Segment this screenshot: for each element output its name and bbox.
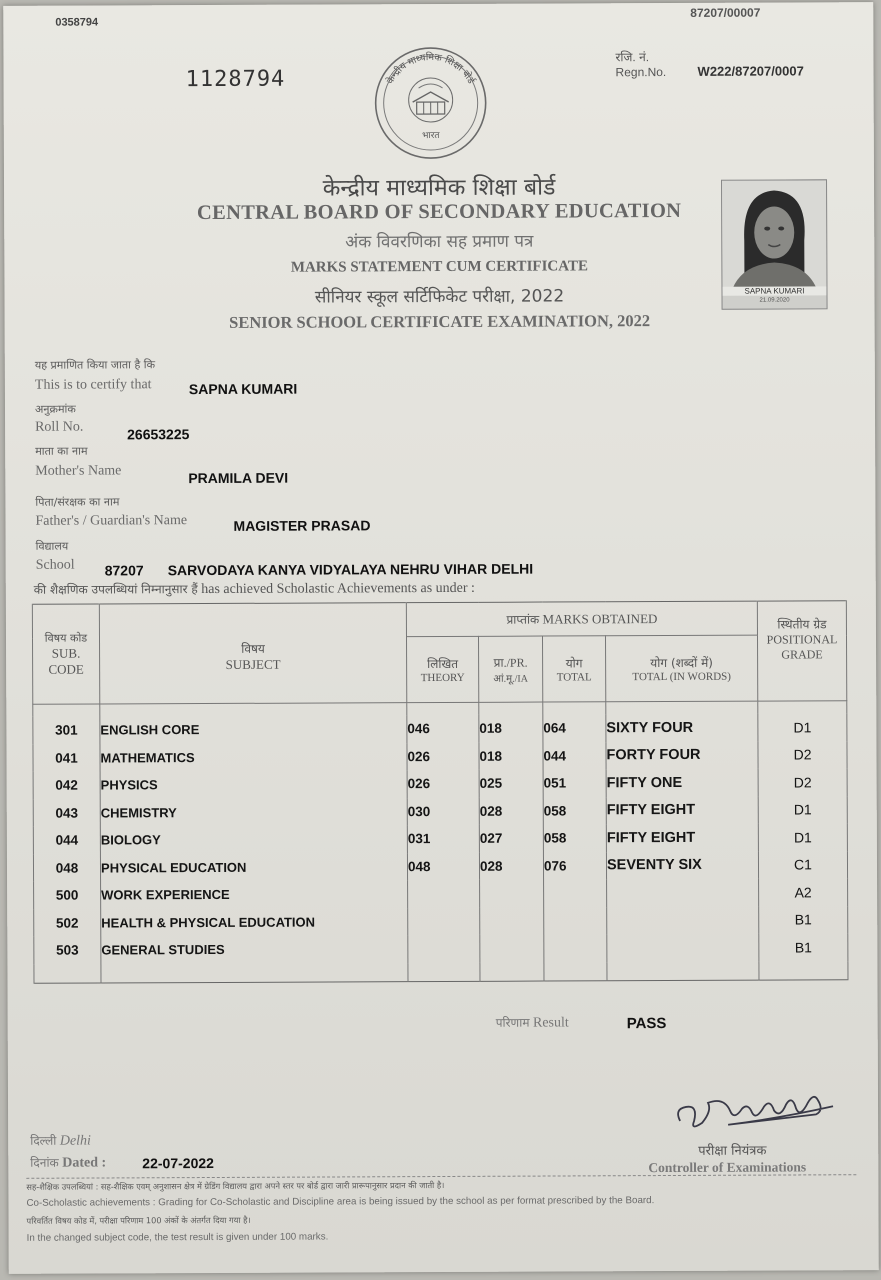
- result-label-hindi: परिणाम: [495, 1015, 530, 1030]
- footnote-4: In the changed subject code, the test result is given under 100 marks.: [26, 1231, 329, 1244]
- subject-code-cell: 500: [34, 881, 101, 909]
- theory-marks-cell: [408, 907, 480, 935]
- subject-code-cell: 044: [33, 826, 100, 854]
- school-name: SARVODAYA KANYA VIDYALAYA NEHRU VIHAR DELHI: [167, 560, 534, 579]
- roll-number: 26653225: [127, 426, 190, 443]
- header-words-en: TOTAL (IN WORDS): [632, 670, 731, 684]
- theory-marks-cell: [408, 880, 480, 908]
- total-in-words-cell: SEVENTY SIX: [606, 851, 758, 879]
- practical-marks-cell: 028: [479, 797, 543, 825]
- regn-number: W222/87207/0007: [697, 63, 804, 79]
- header-prac-en: आं.मू./IA: [493, 673, 528, 685]
- total-in-words-cell: FIFTY ONE: [606, 769, 758, 797]
- positional-grade-cell: D2: [758, 768, 847, 796]
- total-in-words-cell: [607, 879, 759, 907]
- certify-label-hindi: यह प्रमाणित किया जाता है कि: [34, 358, 156, 372]
- table-row: [33, 796, 847, 827]
- certify-label: This is to certify that: [34, 377, 152, 393]
- header-practical: [478, 636, 542, 702]
- practical-marks-cell: [480, 880, 544, 908]
- statement-title-hindi: अंक विवरणिका सह प्रमाण पत्र: [345, 231, 534, 253]
- footnote-2: Co-Scholastic achievements : Grading for Co-Scholastic and Discipline area is being issued by the school as per format prescribed by the Board.: [26, 1195, 655, 1209]
- header-grade-hi: स्थितीय ग्रेड: [777, 617, 827, 632]
- controller-signature: [668, 1080, 838, 1141]
- achievements-label-hindi: की शैक्षणिक उपलब्धियां निम्नानुसार हैं: [33, 582, 198, 597]
- subject-name-cell: WORK EXPERIENCE: [101, 880, 408, 909]
- roll-label-hindi: अनुक्रमांक: [34, 402, 76, 416]
- table-row: [34, 878, 848, 909]
- table-filler-row: [34, 961, 848, 983]
- place-english: Delhi: [59, 1133, 91, 1149]
- school-label: School: [35, 557, 75, 573]
- practical-marks-cell: 025: [479, 770, 543, 798]
- practical-marks-cell: 018: [479, 715, 543, 743]
- total-marks-cell: 076: [543, 852, 606, 880]
- positional-grade-cell: C1: [758, 851, 847, 879]
- father-name: MAGISTER PRASAD: [233, 517, 371, 534]
- school-code: 87207: [104, 562, 144, 579]
- achievements-label: has achieved Scholastic Achievements as under :: [201, 580, 475, 598]
- total-marks-cell: [544, 907, 607, 935]
- marks-table-body: [33, 701, 848, 983]
- seal-country: भारत: [422, 131, 440, 142]
- header-theory-hi: लिखित: [427, 656, 459, 672]
- mother-name: PRAMILA DEVI: [188, 469, 289, 487]
- theory-marks-cell: 048: [407, 852, 479, 880]
- total-in-words-cell: FIFTY EIGHT: [606, 796, 758, 824]
- subject-name-cell: BIOLOGY: [100, 825, 407, 854]
- dated-label-hindi: दिनांक: [30, 1155, 59, 1170]
- practical-marks-cell: [480, 935, 544, 963]
- subject-code-cell: 048: [33, 854, 100, 882]
- header-marks-hi: प्राप्तांक: [506, 612, 540, 627]
- total-marks-cell: [544, 879, 607, 907]
- total-marks-cell: 044: [543, 742, 606, 770]
- theory-marks-cell: 026: [407, 742, 479, 770]
- total-marks-cell: 051: [543, 769, 606, 797]
- header-subject: [99, 603, 406, 704]
- board-name-english: CENTRAL BOARD OF SECONDARY EDUCATION: [196, 199, 682, 225]
- roll-label: Roll No.: [35, 419, 84, 435]
- header-subject-hi: विषय: [241, 641, 265, 656]
- subject-code-cell: 502: [34, 909, 101, 937]
- header-code-en-1: SUB.: [51, 645, 81, 661]
- place: [30, 1132, 91, 1150]
- subject-name-cell: ENGLISH CORE: [100, 715, 407, 744]
- footnote-1: सह-शैक्षिक उपलब्धियां : सह-शैक्षिक एवम् अनुशासन क्षेत्र में ग्रेडिंग विद्यालय द्वारा अपने स्तर पर बोर्ड द्वारा जारी प्रारूपानुसार प्रदान की जाती है।: [26, 1179, 445, 1192]
- signature-icon: [668, 1080, 838, 1141]
- controller-title: Controller of Examinations: [648, 1159, 807, 1176]
- total-in-words-cell: [607, 906, 759, 934]
- cbse-seal: [371, 44, 490, 163]
- achievements-line: [34, 579, 475, 599]
- header-grade-en-2: GRADE: [781, 647, 823, 662]
- theory-marks-cell: 026: [407, 770, 479, 798]
- practical-marks-cell: 018: [479, 742, 543, 770]
- positional-grade-cell: B1: [759, 933, 848, 961]
- dated-value: 22-07-2022: [142, 1154, 214, 1172]
- header-theory-en: THEORY: [420, 671, 465, 685]
- place-hindi: दिल्ली: [30, 1133, 57, 1148]
- statement-title-english: MARKS STATEMENT CUM CERTIFICATE: [290, 258, 588, 276]
- student-name: SAPNA KUMARI: [188, 380, 298, 398]
- subject-name-cell: PHYSICAL EDUCATION: [100, 853, 407, 882]
- total-in-words-cell: SIXTY FOUR: [606, 714, 758, 742]
- total-marks-cell: 058: [543, 797, 606, 825]
- header-marks-obtained: [406, 601, 757, 637]
- controller-title-hindi: परीक्षा नियंत्रक: [698, 1143, 767, 1159]
- subject-name-cell: CHEMISTRY: [100, 798, 407, 827]
- subject-code-cell: 041: [33, 744, 100, 772]
- header-theory: [406, 636, 478, 702]
- subject-code-cell: 503: [34, 936, 101, 964]
- subject-code-cell: 042: [33, 771, 100, 799]
- subject-name-cell: MATHEMATICS: [100, 743, 407, 772]
- header-sub-code: [32, 604, 99, 704]
- photo-date: 21.09.2020: [759, 297, 790, 304]
- table-row: [33, 823, 847, 854]
- subject-name-cell: PHYSICS: [100, 770, 407, 799]
- top-right-ref: 87207/00007: [690, 5, 761, 20]
- table-row: [34, 906, 848, 937]
- total-marks-cell: [544, 934, 607, 962]
- table-row: [33, 713, 847, 744]
- header-prac-hi: प्रा./PR.: [493, 655, 528, 670]
- theory-marks-cell: 030: [407, 797, 479, 825]
- result-label-english: Result: [532, 1015, 569, 1031]
- theory-marks-cell: 046: [407, 715, 479, 743]
- table-row: [34, 933, 848, 964]
- footnote-3: परिवर्तित विषय कोड में, परीक्षा परिणाम 100 अंकों के अंतर्गत दिया गया है।: [26, 1214, 251, 1226]
- positional-grade-cell: B1: [759, 906, 848, 934]
- school-label-hindi: विद्यालय: [35, 539, 69, 553]
- father-label: Father's / Guardian's Name: [35, 513, 188, 529]
- exam-title-english: SENIOR SCHOOL CERTIFICATE EXAMINATION, 2022: [229, 311, 651, 332]
- positional-grade-cell: D2: [758, 741, 847, 769]
- header-total-words: [605, 635, 757, 702]
- subject-name-cell: HEALTH & PHYSICAL EDUCATION: [101, 908, 408, 937]
- header-positional-grade: [757, 601, 846, 701]
- marks-table: [32, 600, 849, 983]
- positional-grade-cell: D1: [758, 796, 847, 824]
- total-marks-cell: 058: [543, 824, 606, 852]
- result-label: [496, 1013, 569, 1031]
- regn-label-en: Regn.No.: [615, 65, 667, 80]
- board-name-hindi: केन्द्रीय माध्यमिक शिक्षा बोर्ड: [322, 174, 556, 202]
- total-in-words-cell: [607, 934, 759, 962]
- certificate-paper: [3, 2, 879, 1274]
- header-words-hi: योग (शब्दों में): [650, 655, 713, 671]
- dated-label: [30, 1153, 106, 1171]
- header-total-en: TOTAL: [556, 671, 592, 684]
- photo-name: SAPNA KUMARI: [722, 286, 826, 295]
- mother-label-hindi: माता का नाम: [35, 444, 88, 458]
- total-in-words-cell: FIFTY EIGHT: [606, 824, 758, 852]
- positional-grade-cell: A2: [759, 878, 848, 906]
- student-portrait-icon: [722, 180, 826, 288]
- result-value: PASS: [626, 1015, 667, 1033]
- exam-title-hindi: सीनियर स्कूल सर्टिफिकेट परीक्षा, 2022: [314, 286, 565, 308]
- total-marks-cell: 064: [543, 714, 606, 742]
- student-photo: [721, 179, 828, 309]
- father-label-hindi: पिता/संरक्षक का नाम: [35, 495, 120, 509]
- table-row: [33, 851, 847, 882]
- serial-top: 0358794: [55, 16, 99, 29]
- svg-text:केन्द्रीय माध्यमिक शिक्षा बोर्: [384, 51, 478, 87]
- total-in-words-cell: FORTY FOUR: [606, 741, 758, 769]
- mother-label: Mother's Name: [35, 463, 122, 479]
- subject-name-cell: GENERAL STUDIES: [101, 935, 408, 964]
- header-grade-en-1: POSITIONAL: [766, 632, 838, 647]
- header-total-hi: योग: [565, 656, 583, 671]
- positional-grade-cell: D1: [758, 713, 847, 741]
- dated-label-english: Dated :: [62, 1155, 107, 1171]
- subject-code-cell: 043: [33, 799, 100, 827]
- header-total: [542, 636, 605, 702]
- practical-marks-cell: 028: [479, 852, 543, 880]
- seal-text: केन्द्रीय माध्यमिक शिक्षा बोर्ड: [384, 51, 477, 86]
- practical-marks-cell: [480, 907, 544, 935]
- subject-code-cell: 301: [33, 716, 100, 744]
- certificate-number: 1128794: [185, 66, 286, 93]
- header-marks-en: MARKS OBTAINED: [542, 611, 658, 627]
- theory-marks-cell: 031: [407, 825, 479, 853]
- seal-emblem-icon: [371, 44, 490, 163]
- table-row: [33, 768, 847, 799]
- positional-grade-cell: D1: [758, 823, 847, 851]
- header-subject-en: SUBJECT: [225, 656, 281, 672]
- regn-label-hi: रजि. नं.: [615, 50, 650, 65]
- table-row: [33, 741, 847, 772]
- header-code-en-2: CODE: [48, 661, 84, 677]
- practical-marks-cell: 027: [479, 825, 543, 853]
- theory-marks-cell: [408, 935, 480, 963]
- header-code-hi: विषय कोड: [44, 631, 88, 645]
